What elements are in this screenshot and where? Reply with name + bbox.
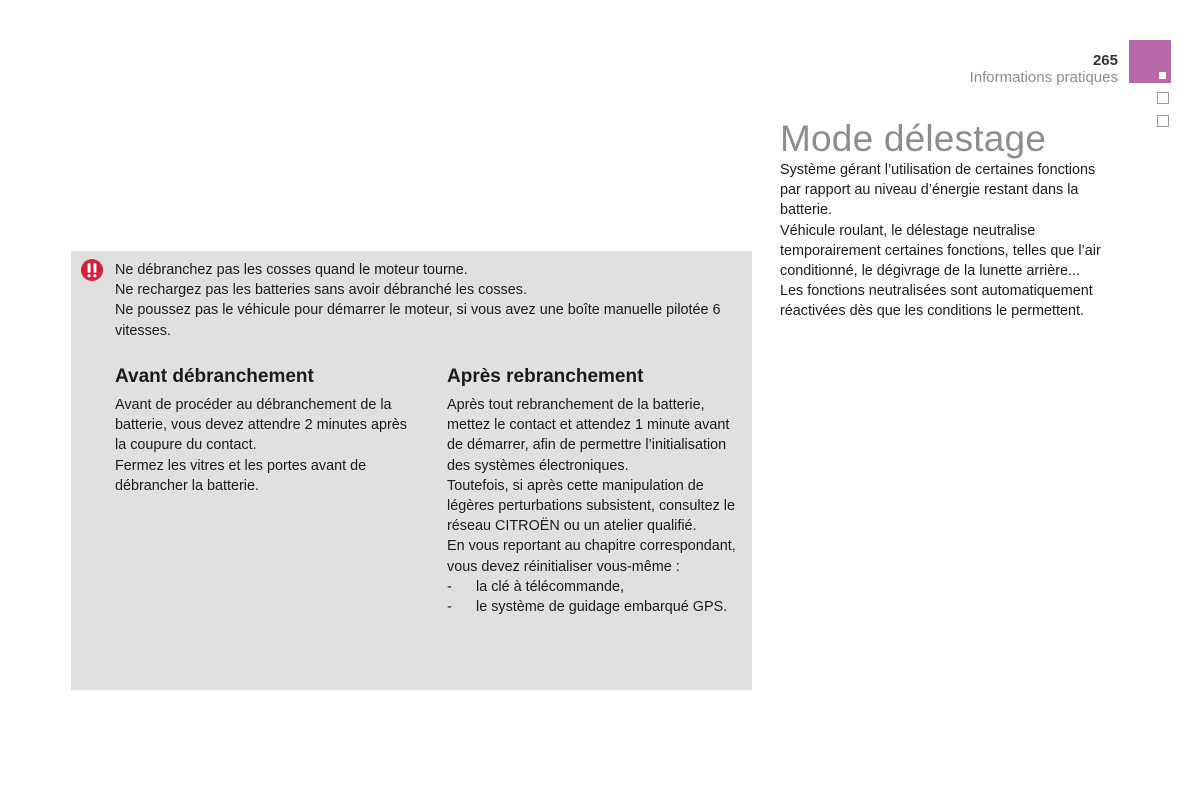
nav-square-1[interactable] bbox=[1157, 92, 1169, 104]
bullet-text: la clé à télécommande, bbox=[476, 578, 624, 595]
section-label: Informations pratiques bbox=[969, 69, 1118, 86]
apres-body bbox=[447, 395, 747, 617]
page-number: 265 bbox=[1092, 52, 1118, 69]
apres-paragraph: En vous reportant au chapitre correspondant, vous devez réinitialiser vous-même : bbox=[447, 538, 736, 575]
chapter-tab-dot bbox=[1159, 72, 1166, 79]
warning-icon-bar-left bbox=[88, 263, 91, 273]
warning-line: Ne rechargez pas les batteries sans avoir débranché les cosses. bbox=[115, 282, 527, 299]
delestage-paragraph: Véhicule roulant, le délestage neutralise temporairement certaines fonctions, telles que l’air conditionné, le dégivrage de la lunette arrière... bbox=[780, 222, 1101, 280]
bullet-item bbox=[447, 577, 747, 597]
warning-text bbox=[115, 260, 735, 341]
delestage-paragraph: Les fonctions neutralisées sont automatiquement réactivées dès que les conditions le permettent. bbox=[780, 283, 1093, 320]
nav-square-2[interactable] bbox=[1157, 115, 1169, 127]
apres-paragraph: Toutefois, si après cette manipulation de légères perturbations subsistent, consultez le réseau CITROËN ou un atelier qualifié. bbox=[447, 477, 735, 535]
avant-heading: Avant débranchement bbox=[115, 366, 314, 387]
apres-paragraph: Après tout rebranchement de la batterie, mettez le contact et attendez 1 minute avant de démarrer, afin de permettre l’initialisation des systèmes électroniques. bbox=[447, 397, 730, 474]
avant-paragraph: Fermez les vitres et les portes avant de débrancher la batterie. bbox=[115, 457, 367, 494]
delestage-paragraph: Système gérant l’utilisation de certaines fonctions par rapport au niveau d’énergie restant dans la batterie. bbox=[780, 162, 1096, 219]
warning-icon-circle bbox=[81, 259, 103, 281]
warning-icon bbox=[81, 259, 103, 281]
warning-line: Ne poussez pas le véhicule pour démarrer le moteur, si vous avez une boîte manuelle pilotée 6 vitesses. bbox=[115, 302, 721, 339]
bullet-dash: - bbox=[447, 578, 452, 595]
warning-icon-dot-right bbox=[93, 274, 96, 277]
warning-line: Ne débranchez pas les cosses quand le moteur tourne. bbox=[115, 262, 468, 278]
warning-icon-dot-left bbox=[88, 274, 91, 277]
warning-icon-bar-right bbox=[93, 263, 96, 273]
apres-heading: Après rebranchement bbox=[447, 366, 644, 387]
delestage-description bbox=[780, 160, 1110, 322]
bullet-item bbox=[447, 597, 747, 617]
avant-body bbox=[115, 395, 415, 496]
bullet-text: le système de guidage embarqué GPS. bbox=[476, 599, 728, 616]
avant-paragraph: Avant de procéder au débranchement de la batterie, vous devez attendre 2 minutes après la coupure du contact. bbox=[115, 397, 407, 454]
bullet-dash: - bbox=[447, 599, 452, 616]
page-title: Mode délestage bbox=[780, 118, 1047, 159]
